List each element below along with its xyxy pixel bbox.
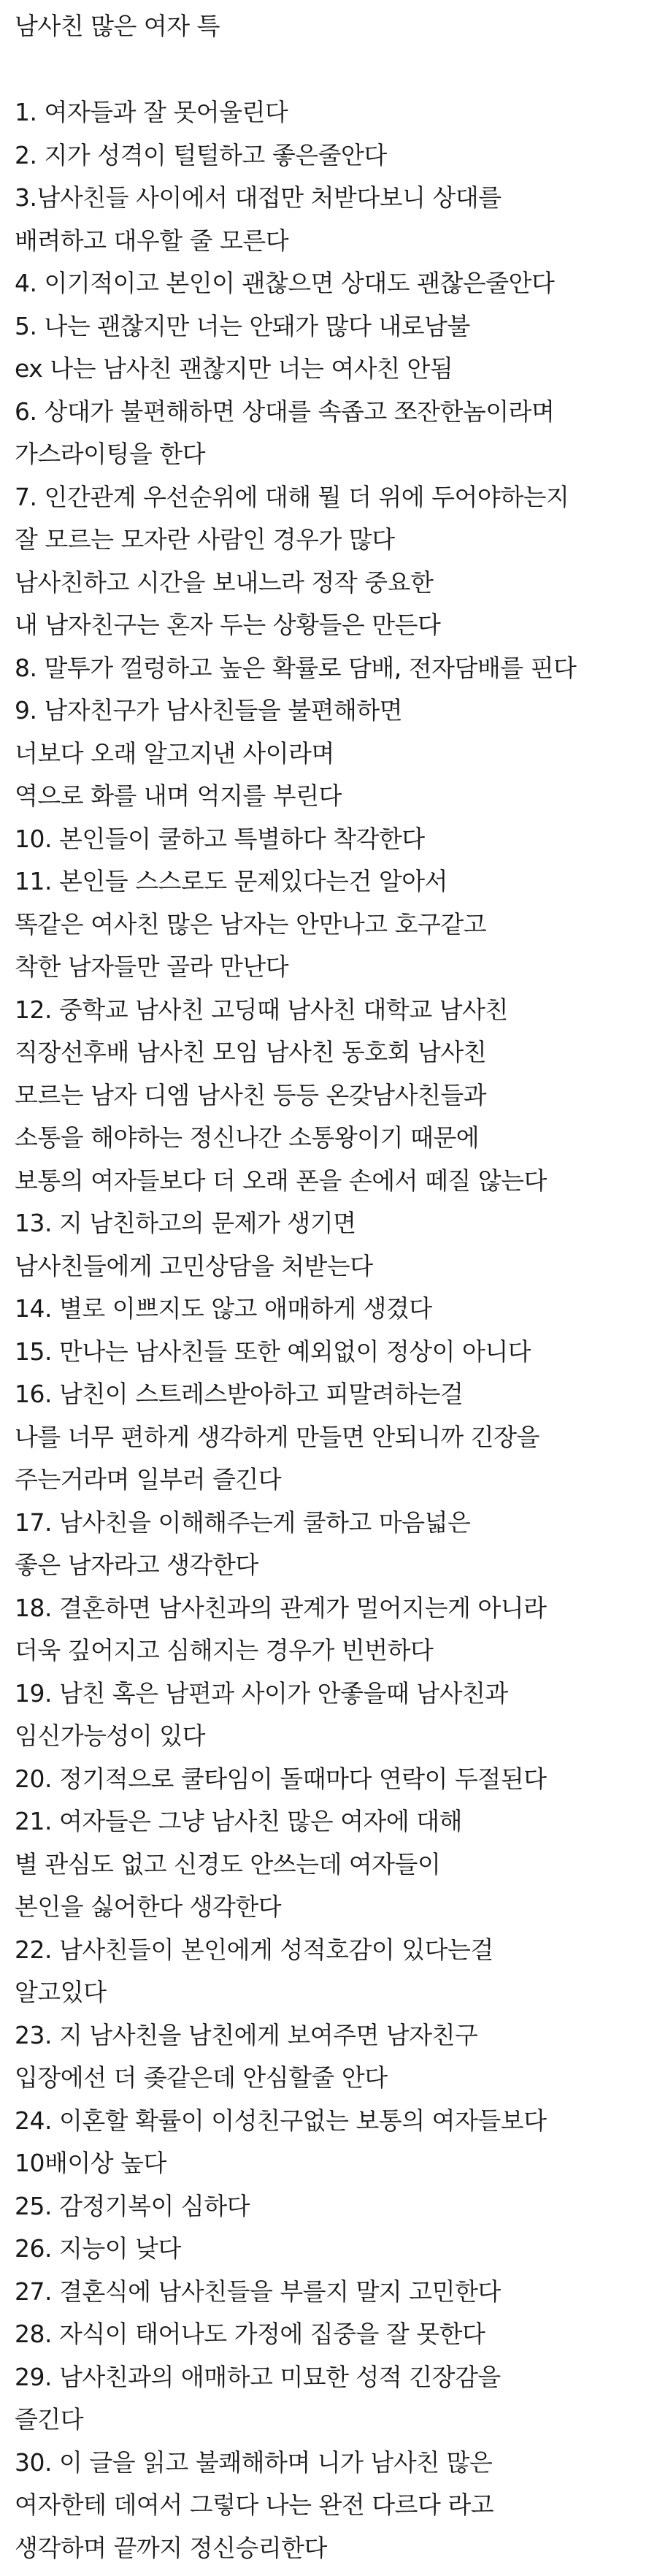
text-line: ex 나는 남사친 괜찮지만 너는 여사친 안됨 bbox=[15, 354, 657, 397]
text-line: 주는거라며 일부러 즐긴다 bbox=[15, 1465, 657, 1508]
text-line: 8. 말투가 껄렁하고 높은 확률로 담배, 전자담배를 핀다 bbox=[15, 654, 657, 697]
text-line: 똑같은 여사친 많은 남자는 안만나고 호구같고 bbox=[15, 910, 657, 953]
text-line: 좋은 남자라고 생각한다 bbox=[15, 1551, 657, 1594]
text-line: 알고있다 bbox=[15, 1978, 657, 2021]
text-line: 너보다 오래 알고지낸 사이라며 bbox=[15, 739, 657, 782]
text-line: 9. 남자친구가 남사친들을 불편해하면 bbox=[15, 696, 657, 739]
text-line: 생각하며 끝까지 정신승리한다 bbox=[15, 2534, 657, 2576]
text-line: 내 남자친구는 혼자 두는 상황들은 만든다 bbox=[15, 611, 657, 654]
text-line: 12. 중학교 남사친 고딩때 남사친 대학교 남사친 bbox=[15, 995, 657, 1039]
text-line: 13. 지 남친하고의 문제가 생기면 bbox=[15, 1209, 657, 1252]
text-line: 16. 남친이 스트레스받아하고 피말려하는걸 bbox=[15, 1380, 657, 1423]
text-line: 7. 인간관계 우선순위에 대해 뭘 더 위에 두어야하는지 bbox=[15, 483, 657, 526]
text-line: 26. 지능이 낮다 bbox=[15, 2234, 657, 2277]
text-line: 입장에선 더 좆같은데 안심할줄 안다 bbox=[15, 2063, 657, 2106]
text-line: 즐긴다 bbox=[15, 2405, 657, 2448]
text-line: 28. 자식이 태어나도 가정에 집중을 잘 못한다 bbox=[15, 2320, 657, 2363]
text-line: 남사친들에게 고민상담을 처받는다 bbox=[15, 1252, 657, 1295]
text-line: 21. 여자들은 그냥 남사친 많은 여자에 대해 bbox=[15, 1807, 657, 1850]
text-line: 10. 본인들이 쿨하고 특별하다 착각한다 bbox=[15, 825, 657, 868]
text-line: 가스라이팅을 한다 bbox=[15, 440, 657, 483]
text-line: 더욱 깊어지고 심해지는 경우가 빈번하다 bbox=[15, 1636, 657, 1679]
text-line: 남사친하고 시간을 보내느라 정작 중요한 bbox=[15, 568, 657, 611]
text-line: 15. 만나는 남사친들 또한 예외없이 정상이 아니다 bbox=[15, 1337, 657, 1380]
text-line: 소통을 해야하는 정신나간 소통왕이기 때문에 bbox=[15, 1123, 657, 1166]
text-line: 3.남사친들 사이에서 대접만 처받다보니 상대를 bbox=[15, 183, 657, 226]
text-line: 11. 본인들 스스로도 문제있다는건 알아서 bbox=[15, 867, 657, 910]
text-line: 배려하고 대우할 줄 모른다 bbox=[15, 226, 657, 270]
text-line: 착한 남자들만 골라 만난다 bbox=[15, 952, 657, 995]
text-line: 1. 여자들과 잘 못어울린다 bbox=[15, 98, 657, 141]
text-line: 27. 결혼식에 남사친들을 부를지 말지 고민한다 bbox=[15, 2277, 657, 2320]
text-line: 임신가능성이 있다 bbox=[15, 1721, 657, 1765]
text-line: 14. 별로 이쁘지도 않고 애매하게 생겼다 bbox=[15, 1294, 657, 1337]
text-line: 29. 남사친과의 애매하고 미묘한 성적 긴장감을 bbox=[15, 2363, 657, 2406]
text-line: 잘 모르는 모자란 사람인 경우가 많다 bbox=[15, 525, 657, 568]
text-line: 2. 지가 성격이 털털하고 좋은줄안다 bbox=[15, 141, 657, 184]
text-line: 20. 정기적으로 쿨타임이 돌때마다 연락이 두절된다 bbox=[15, 1765, 657, 1808]
text-line: 10배이상 높다 bbox=[15, 2149, 657, 2192]
text-line: 6. 상대가 불편해하면 상대를 속좁고 쪼잔한놈이라며 bbox=[15, 397, 657, 440]
text-line: 나를 너무 편하게 생각하게 만들면 안되니까 긴장을 bbox=[15, 1423, 657, 1466]
text-line: 18. 결혼하면 남사친과의 관계가 멀어지는게 아니라 bbox=[15, 1594, 657, 1637]
text-line: 모르는 남자 디엠 남사친 등등 온갖남사친들과 bbox=[15, 1081, 657, 1124]
text-line: 24. 이혼할 확률이 이성친구없는 보통의 여자들보다 bbox=[15, 2106, 657, 2149]
text-line: 본인을 싫어한다 생각한다 bbox=[15, 1892, 657, 1935]
text-line: 여자한테 데여서 그렇다 나는 완전 다르다 라고 bbox=[15, 2491, 657, 2534]
text-line: 19. 남친 혹은 남편과 사이가 안좋을때 남사친과 bbox=[15, 1679, 657, 1722]
text-line: 23. 지 남사친을 남친에게 보여주면 남자친구 bbox=[15, 2021, 657, 2064]
text-line: 5. 나는 괜찮지만 너는 안돼가 많다 내로남불 bbox=[15, 312, 657, 355]
text-line: 25. 감정기복이 심하다 bbox=[15, 2192, 657, 2235]
text-line: 4. 이기적이고 본인이 괜찮으면 상대도 괜찮은줄안다 bbox=[15, 269, 657, 312]
text-line: 직장선후배 남사친 모임 남사친 동호회 남사친 bbox=[15, 1038, 657, 1081]
text-line: 별 관심도 없고 신경도 안쓰는데 여자들이 bbox=[15, 1850, 657, 1893]
text-line: 보통의 여자들보다 더 오래 폰을 손에서 떼질 않는다 bbox=[15, 1166, 657, 1209]
text-line: 22. 남사친들이 본인에게 성적호감이 있다는걸 bbox=[15, 1935, 657, 1979]
text-line: 17. 남사친을 이해해주는게 쿨하고 마음넓은 bbox=[15, 1508, 657, 1551]
document-title: 남사친 많은 여자 특 bbox=[15, 0, 657, 56]
text-lines bbox=[15, 98, 657, 2576]
text-line: 역으로 화를 내며 억지를 부린다 bbox=[15, 781, 657, 825]
text-line: 30. 이 글을 읽고 불쾌해하며 니가 남사친 많은 bbox=[15, 2448, 657, 2491]
